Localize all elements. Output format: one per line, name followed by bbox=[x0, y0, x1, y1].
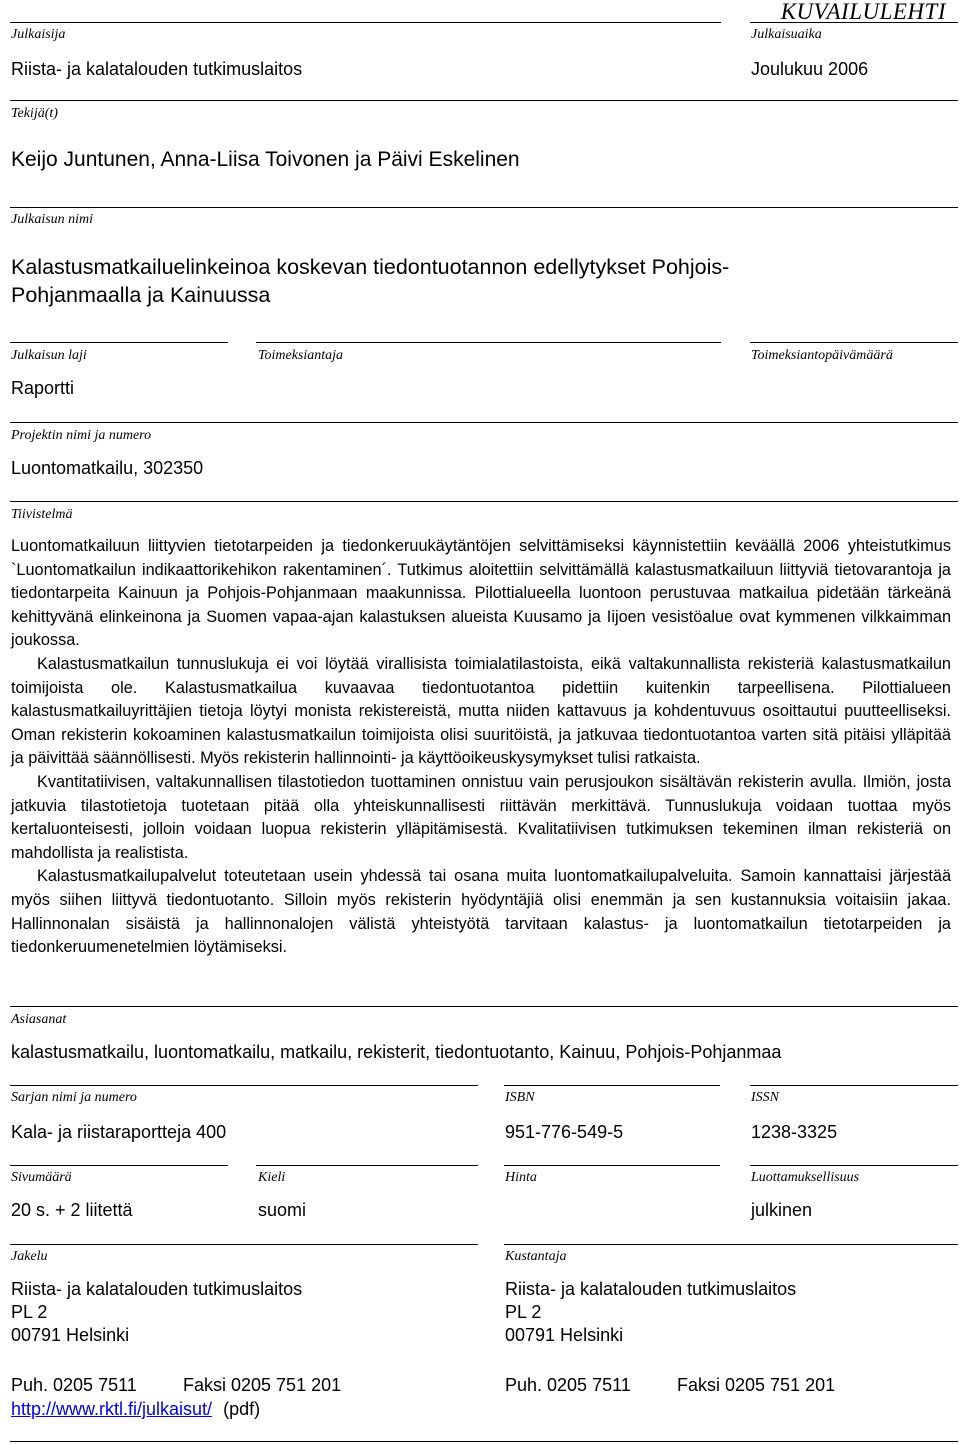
divider bbox=[750, 22, 958, 23]
divider bbox=[10, 1441, 958, 1442]
confidentiality-label: Luottamuksellisuus bbox=[751, 1170, 860, 1185]
publisher-value: Riista- ja kalatalouden tutkimuslaitos bbox=[11, 59, 303, 79]
distribution-url-link[interactable]: http://www.rktl.fi/julkaisut/ bbox=[11, 1399, 213, 1419]
divider bbox=[750, 342, 958, 343]
publisher-info-label: Kustantaja bbox=[505, 1249, 567, 1264]
series-value: Kala- ja riistaraportteja 400 bbox=[11, 1122, 227, 1142]
divider bbox=[10, 1006, 958, 1007]
isbn-value: 951-776-549-5 bbox=[505, 1122, 624, 1142]
price-label: Hinta bbox=[505, 1170, 537, 1185]
divider bbox=[504, 1165, 720, 1166]
publication-type-value: Raportti bbox=[11, 378, 75, 398]
divider bbox=[10, 22, 721, 23]
abstract-body bbox=[11, 535, 951, 960]
title-line-1: Kalastusmatkailuelinkeinoa koskevan tiedontuotannon edellytykset Pohjois- bbox=[11, 255, 730, 279]
title-label: Julkaisun nimi bbox=[11, 212, 94, 227]
commission-date-label: Toimeksiantopäivämäärä bbox=[751, 348, 893, 363]
publisher-info-address-line: 00791 Helsinki bbox=[505, 1325, 624, 1345]
divider bbox=[750, 1165, 958, 1166]
divider bbox=[256, 342, 721, 343]
abstract-paragraph: Kalastusmatkailupalvelut toteutetaan usein yhdessä tai osana muita luontomatkailupalveluita. Samoin kannattaisi järjestää myös siihen liittyvä tiedontuotanto. Silloin myös rekisterin hyödyntäjiä olisi enemmän ja sen kustannuksia voitaisiin jakaa. Hallinnonalan sisäistä ja hallinnonalojen välistä yhteistyötä tarvitaan kalastus- ja luontomatkailun tietotarpeiden ja tiedonkeruumenetelmien löytämiseksi. bbox=[11, 867, 951, 957]
distribution-address-line: Riista- ja kalatalouden tutkimuslaitos bbox=[11, 1279, 303, 1299]
abstract-paragraph: Luontomatkailuun liittyvien tietotarpeiden ja tiedonkeruukäytäntöjen selvittämiseksi käynnistettiin keväällä 2006 yhteistutkimus `Luontomatkailun indikaattorikehikon rakentaminen´. Tutkimus aloitettiin selvittämällä kalastusmatkailuun liittyviä tietovarantoja ja tiedontarpeita Kainuun ja Pohjois-Pohjanmaan maakunnissa. Pilottialueella luontoon perustuvaa matkailua pidetään tärkeänä kehittyvänä elinkeinona ja Suomen vapaa-ajan kalastuksen alueista Kuusamo ja Iijoen vesistöalue ovat kymmenen vilkkaimman joukossa. bbox=[11, 537, 951, 650]
document-type-heading: KUVAILULEHTI bbox=[780, 0, 946, 24]
divider bbox=[10, 100, 958, 101]
divider bbox=[10, 501, 958, 502]
divider bbox=[10, 1085, 478, 1086]
divider bbox=[256, 1165, 478, 1166]
divider bbox=[10, 207, 958, 208]
isbn-label: ISBN bbox=[505, 1090, 535, 1105]
project-label: Projektin nimi ja numero bbox=[11, 428, 152, 443]
confidentiality-value: julkinen bbox=[751, 1200, 813, 1220]
publish-date-label: Julkaisuaika bbox=[751, 27, 822, 42]
publisher-info-fax: Faksi 0205 751 201 bbox=[677, 1375, 836, 1395]
publication-title bbox=[11, 253, 911, 309]
publisher-info-address-line: PL 2 bbox=[505, 1302, 542, 1322]
publisher-info-address bbox=[505, 1278, 796, 1346]
language-label: Kieli bbox=[258, 1170, 286, 1185]
divider bbox=[10, 422, 958, 423]
keywords-value: kalastusmatkailu, luontomatkailu, matkailu, rekisterit, tiedontuotanto, Kainuu, Pohjois-Pohjanmaa bbox=[11, 1042, 782, 1062]
publisher-info-address-line: Riista- ja kalatalouden tutkimuslaitos bbox=[505, 1279, 797, 1299]
distribution-address-line: 00791 Helsinki bbox=[11, 1325, 130, 1345]
distribution-address bbox=[11, 1278, 302, 1346]
abstract-paragraph: Kvantitatiivisen, valtakunnallisen tilastotiedon tuottaminen onnistuu vain perusjoukon sisältävän rekisterin avulla. Ilmiön, josta jatkuvia tilastotietoja tuotetaan pitää olla yhteiskunnallisesti riittävän merkittävä. Tunnuslukuja voidaan tuottaa myös kertaluonteisesti, jolloin voidaan luopua rekisterin ylläpitämisestä. Kvalitatiivisen tutkimuksen tekeminen ilman rekisteriä on mahdollista ja realistista. bbox=[11, 772, 951, 862]
publish-date-value: Joulukuu 2006 bbox=[751, 59, 869, 79]
series-label: Sarjan nimi ja numero bbox=[11, 1090, 137, 1105]
divider bbox=[504, 1244, 958, 1245]
distribution-url-row bbox=[11, 1398, 260, 1420]
commissioner-label: Toimeksiantaja bbox=[258, 348, 344, 363]
pages-value: 20 s. + 2 liitettä bbox=[11, 1200, 133, 1220]
distribution-label: Jakelu bbox=[11, 1249, 48, 1264]
publication-type-label: Julkaisun laji bbox=[11, 348, 87, 363]
divider bbox=[10, 1165, 228, 1166]
distribution-url-suffix: (pdf) bbox=[223, 1399, 261, 1419]
distribution-phone: Puh. 0205 7511 bbox=[11, 1375, 137, 1395]
issn-value: 1238-3325 bbox=[751, 1122, 838, 1142]
publisher-info-phone: Puh. 0205 7511 bbox=[505, 1375, 631, 1395]
divider bbox=[504, 1085, 720, 1086]
authors-value: Keijo Juntunen, Anna-Liisa Toivonen ja Päivi Eskelinen bbox=[11, 148, 520, 171]
divider bbox=[10, 342, 228, 343]
project-value: Luontomatkailu, 302350 bbox=[11, 458, 204, 478]
publisher-label: Julkaisija bbox=[11, 27, 66, 42]
divider bbox=[10, 1244, 478, 1245]
distribution-fax: Faksi 0205 751 201 bbox=[183, 1375, 342, 1395]
authors-label: Tekijä(t) bbox=[11, 106, 58, 121]
abstract-label: Tiivistelmä bbox=[11, 507, 73, 522]
title-line-2: Pohjanmaalla ja Kainuussa bbox=[11, 283, 271, 307]
issn-label: ISSN bbox=[751, 1090, 779, 1105]
keywords-label: Asiasanat bbox=[11, 1012, 67, 1027]
language-value: suomi bbox=[258, 1200, 307, 1220]
divider bbox=[750, 1085, 958, 1086]
distribution-address-line: PL 2 bbox=[11, 1302, 48, 1322]
abstract-paragraph: Kalastusmatkailun tunnuslukuja ei voi löytää virallisista toimialatilastoista, eikä valtakunnallista rekisteriä kalastusmatkailun toimijoista ole. Kalastusmatkailua kuvaavaa tiedontuotantoa pidettiin kuitenkin tarpeellisena. Pilottialueen kalastusmatkailuyrittäjien tietoja löytyi monista rekistereistä, mutta niiden kattavuus ja kohdentuvuus osoittautui puutteelliseksi. Oman rekisterin kokoaminen kalastusmatkailun toimijoista olisi suuritöistä, ja jatkuvaa tiedontuotantoa varten sitä pitäisi ylläpitää ja päivittää säännöllisesti. Myös rekisterin hallinnointi- ja käyttöoikeuskysymykset tulisi ratkaista. bbox=[11, 654, 951, 768]
pages-label: Sivumäärä bbox=[11, 1170, 72, 1185]
